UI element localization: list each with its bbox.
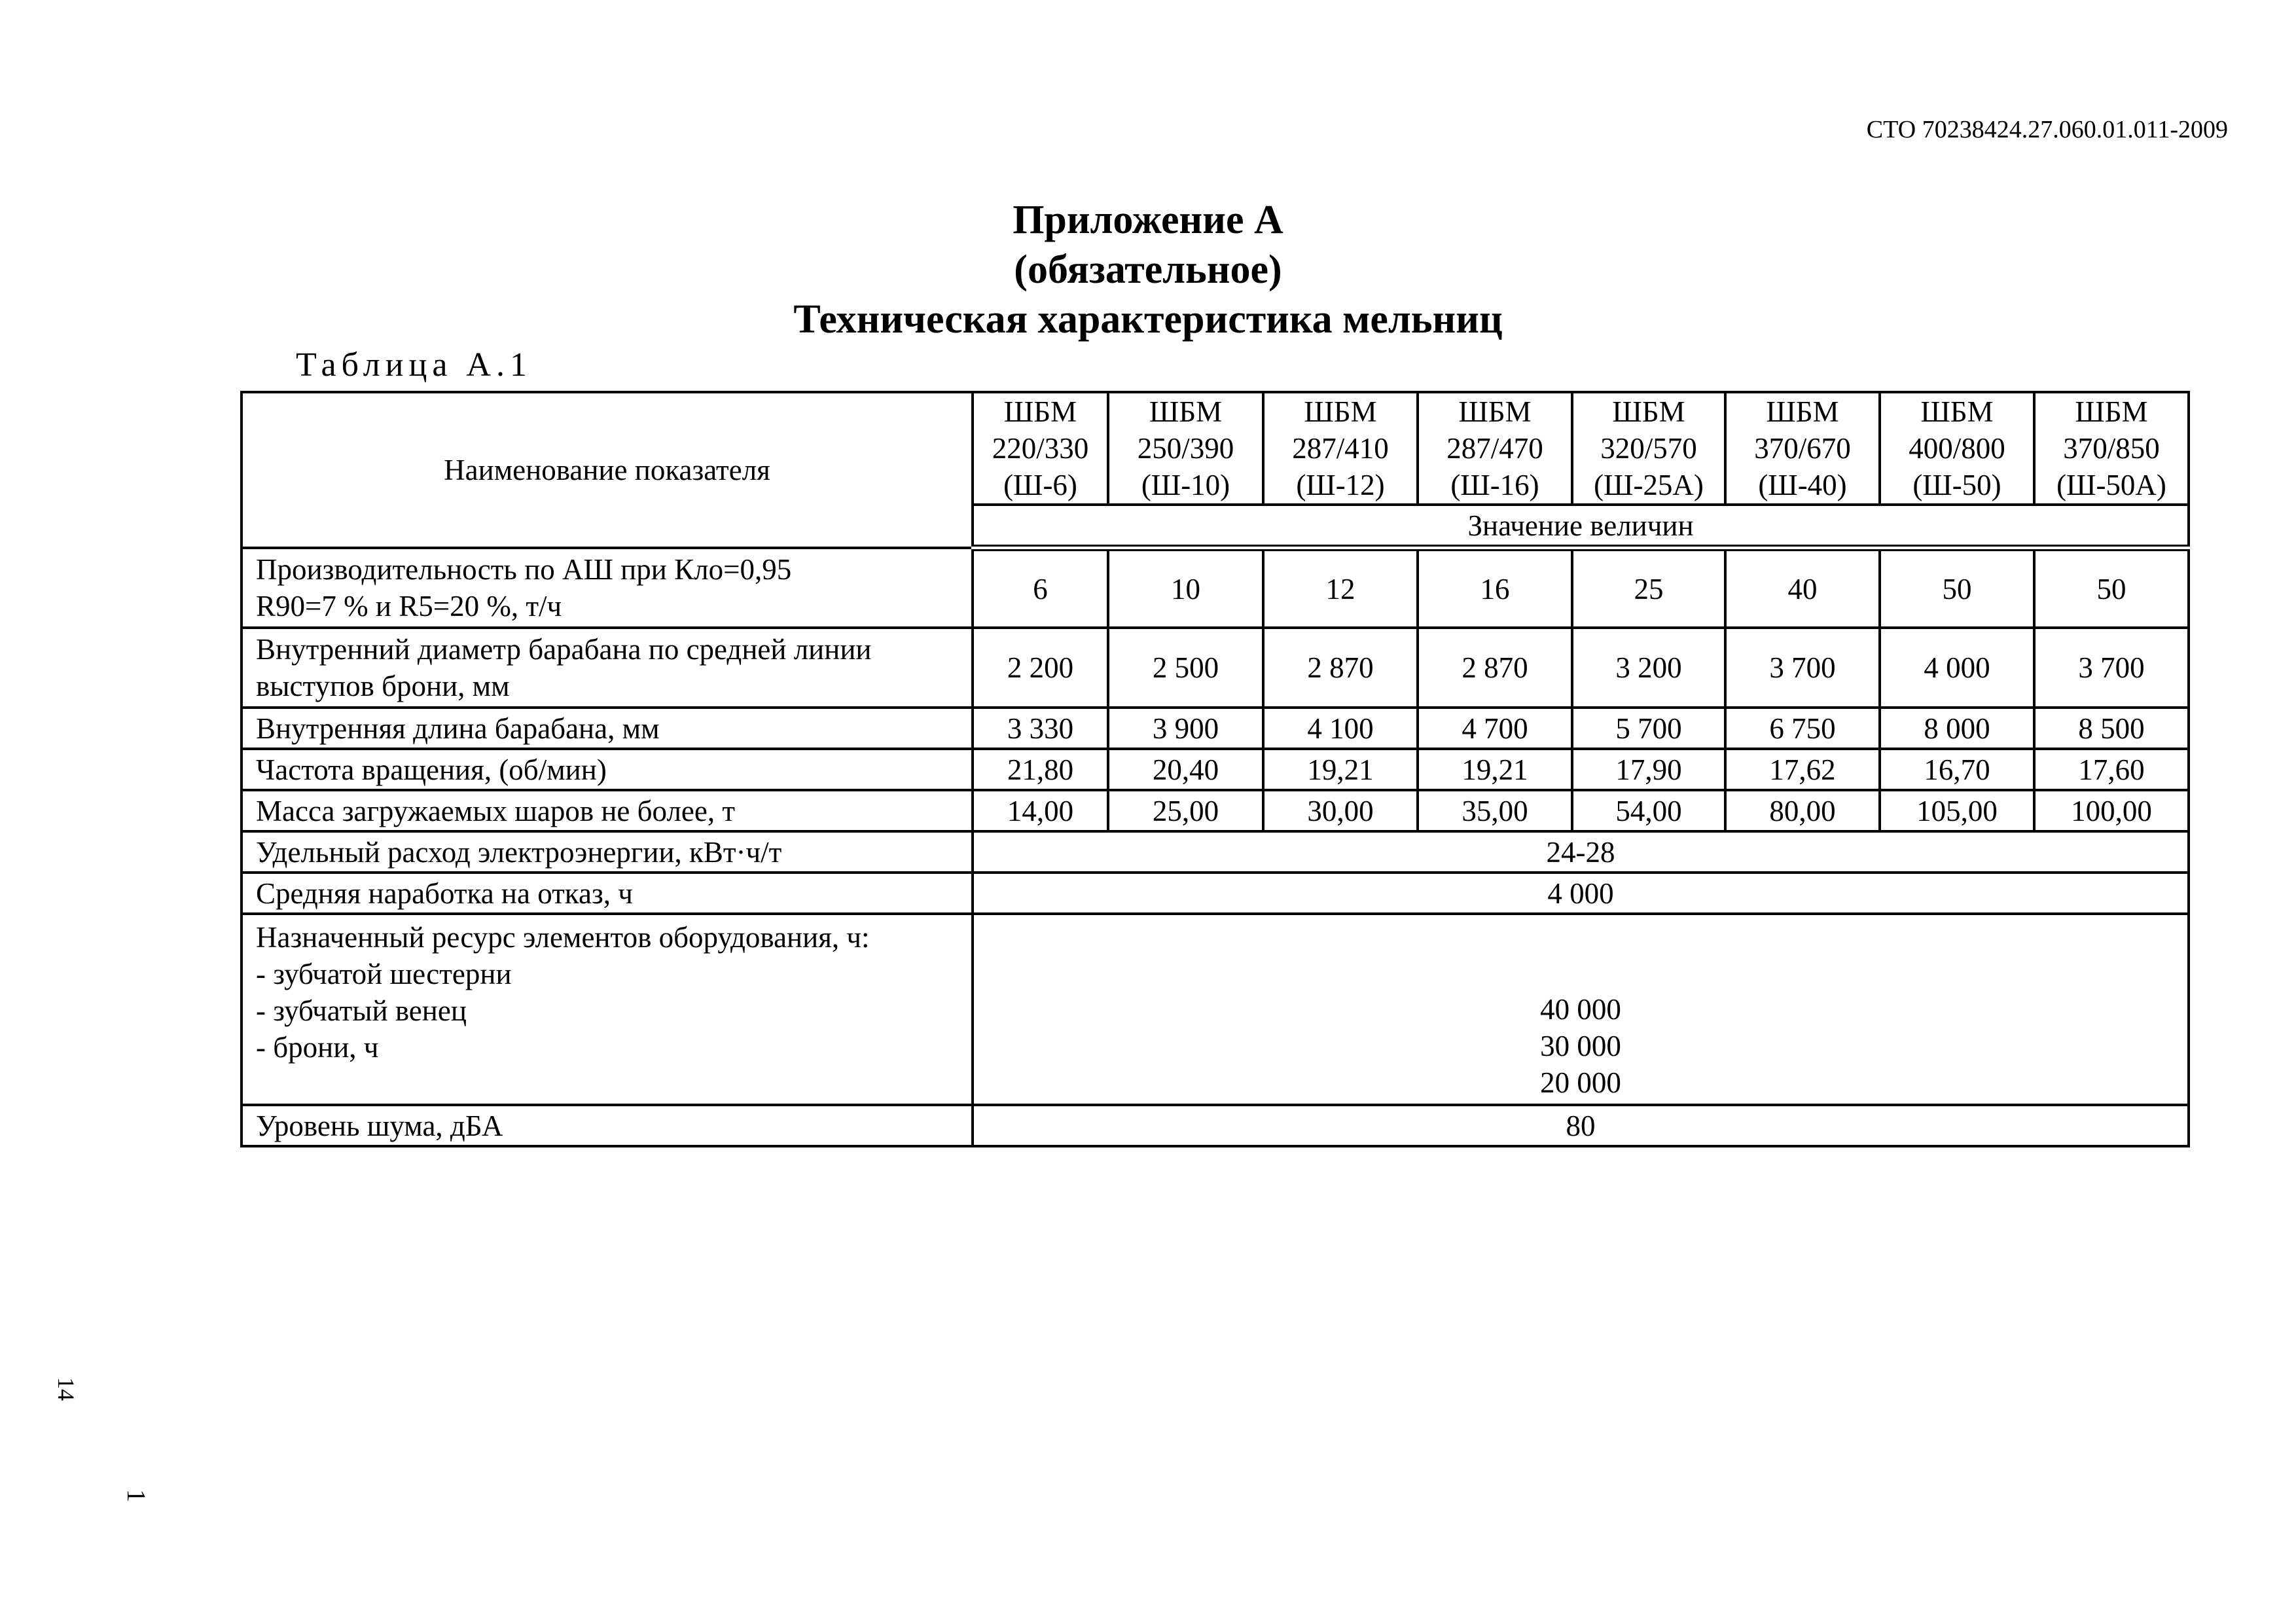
model-header (1108, 392, 1263, 505)
table-cell: 3 330 (973, 708, 1108, 749)
row-label: Внутренний диаметр барабана по средней линии выступов брони, мм (242, 628, 973, 708)
document-code: СТО 70238424.27.060.01.011-2009 (1866, 116, 2228, 143)
table-cell: 10 (1108, 548, 1263, 628)
model-code: (Ш-40) (1758, 469, 1847, 501)
table-row (242, 708, 2189, 749)
model-size: 287/410 (1292, 432, 1389, 465)
table-cell: 8 000 (1880, 708, 2034, 749)
table-cell: 3 900 (1108, 708, 1263, 749)
table-row (242, 790, 2189, 831)
values-header: Значение величин (973, 505, 2189, 548)
table-row (242, 548, 2189, 628)
table-header-row (242, 392, 2189, 505)
model-code: (Ш-12) (1296, 469, 1385, 501)
table-cell: 17,90 (1572, 749, 1725, 790)
table-cell: 35,00 (1418, 790, 1572, 831)
model-type: ШБМ (1003, 395, 1077, 428)
table-row (242, 914, 2189, 1105)
row-label: Средняя наработка на отказ, ч (242, 873, 973, 914)
table-cell: 105,00 (1880, 790, 2034, 831)
table-cell: 2 200 (973, 628, 1108, 708)
table-caption: Таблица А.1 (296, 346, 532, 384)
appendix-status: (обязательное) (1014, 247, 1282, 292)
table-cell: 100,00 (2034, 790, 2189, 831)
table-cell: 4 000 (973, 873, 2189, 914)
table-cell: 20,40 (1108, 749, 1263, 790)
model-code: (Ш-50) (1912, 469, 2001, 501)
model-type: ШБМ (1920, 395, 1994, 428)
model-header (2034, 392, 2189, 505)
table-cell: 2 870 (1418, 628, 1572, 708)
table-cell: 50 (1880, 548, 2034, 628)
table-cell: 14,00 (973, 790, 1108, 831)
row-label: Назначенный ресурс элементов оборудования, ч: - зубчатой шестерни - зубчатый венец - брони, ч (242, 914, 973, 1105)
table-cell: 6 (973, 548, 1108, 628)
table-cell: 50 (2034, 548, 2189, 628)
model-size: 220/330 (992, 432, 1089, 465)
name-header: Наименование показателя (242, 392, 973, 548)
model-code: (Ш-25А) (1594, 469, 1704, 501)
table-cell: 16 (1418, 548, 1572, 628)
margin-mark: 1 (122, 1489, 151, 1502)
row-label: Частота вращения, (об/мин) (242, 749, 973, 790)
appendix-title (0, 195, 2296, 344)
table-cell: 4 100 (1263, 708, 1418, 749)
table-row (242, 831, 2189, 873)
model-size: 287/470 (1446, 432, 1543, 465)
table-cell: 2 500 (1108, 628, 1263, 708)
table-cell: 21,80 (973, 749, 1108, 790)
table-row (242, 628, 2189, 708)
model-header (1572, 392, 1725, 505)
model-type: ШБМ (1149, 395, 1223, 428)
table-cell: 12 (1263, 548, 1418, 628)
model-header (1263, 392, 1418, 505)
table-row (242, 749, 2189, 790)
appendix-heading: Приложение А (1013, 198, 1283, 242)
table-cell: 16,70 (1880, 749, 2034, 790)
model-size: 370/850 (2063, 432, 2160, 465)
model-size: 370/670 (1754, 432, 1851, 465)
table-cell: 17,60 (2034, 749, 2189, 790)
model-code: (Ш-10) (1141, 469, 1230, 501)
table-cell: 3 700 (2034, 628, 2189, 708)
model-header (1725, 392, 1880, 505)
model-type: ШБМ (1612, 395, 1685, 428)
row-label: Уровень шума, дБА (242, 1105, 973, 1146)
table-cell: 2 870 (1263, 628, 1418, 708)
row-label: Масса загружаемых шаров не более, т (242, 790, 973, 831)
table-cell: 3 200 (1572, 628, 1725, 708)
model-header (1880, 392, 2034, 505)
model-type: ШБМ (1304, 395, 1377, 428)
table-cell: 4 000 (1880, 628, 2034, 708)
table-cell: 40 (1725, 548, 1880, 628)
model-type: ШБМ (2075, 395, 2148, 428)
table-cell: 25,00 (1108, 790, 1263, 831)
model-type: ШБМ (1766, 395, 1839, 428)
model-size: 400/800 (1909, 432, 2005, 465)
row-label: Удельный расход электроэнергии, кВт·ч/т (242, 831, 973, 873)
model-type: ШБМ (1458, 395, 1532, 428)
table-cell: 3 700 (1725, 628, 1880, 708)
model-header (973, 392, 1108, 505)
table-cell: 17,62 (1725, 749, 1880, 790)
table-cell: 40 000 30 000 20 000 (973, 914, 2189, 1105)
mill-spec-table (240, 391, 2190, 1147)
table-cell: 54,00 (1572, 790, 1725, 831)
model-header (1418, 392, 1572, 505)
model-code: (Ш-6) (1003, 469, 1077, 501)
table-cell: 80,00 (1725, 790, 1880, 831)
table-cell: 19,21 (1263, 749, 1418, 790)
margin-page-number: 14 (53, 1377, 79, 1401)
model-size: 250/390 (1137, 432, 1234, 465)
row-label: Внутренняя длина барабана, мм (242, 708, 973, 749)
row-label: Производительность по АШ при Кло=0,95 R90=7 % и R5=20 %, т/ч (242, 548, 973, 628)
appendix-subject: Техническая характеристика мельниц (793, 297, 1503, 342)
model-code: (Ш-50А) (2056, 469, 2166, 501)
table-cell: 6 750 (1725, 708, 1880, 749)
table-cell: 4 700 (1418, 708, 1572, 749)
table-cell: 19,21 (1418, 749, 1572, 790)
table-cell: 8 500 (2034, 708, 2189, 749)
table-row (242, 1105, 2189, 1146)
table-cell: 80 (973, 1105, 2189, 1146)
table-cell: 25 (1572, 548, 1725, 628)
table-cell: 30,00 (1263, 790, 1418, 831)
table-cell: 24-28 (973, 831, 2189, 873)
table-row (242, 873, 2189, 914)
table-cell: 5 700 (1572, 708, 1725, 749)
model-code: (Ш-16) (1450, 469, 1539, 501)
model-size: 320/570 (1600, 432, 1697, 465)
